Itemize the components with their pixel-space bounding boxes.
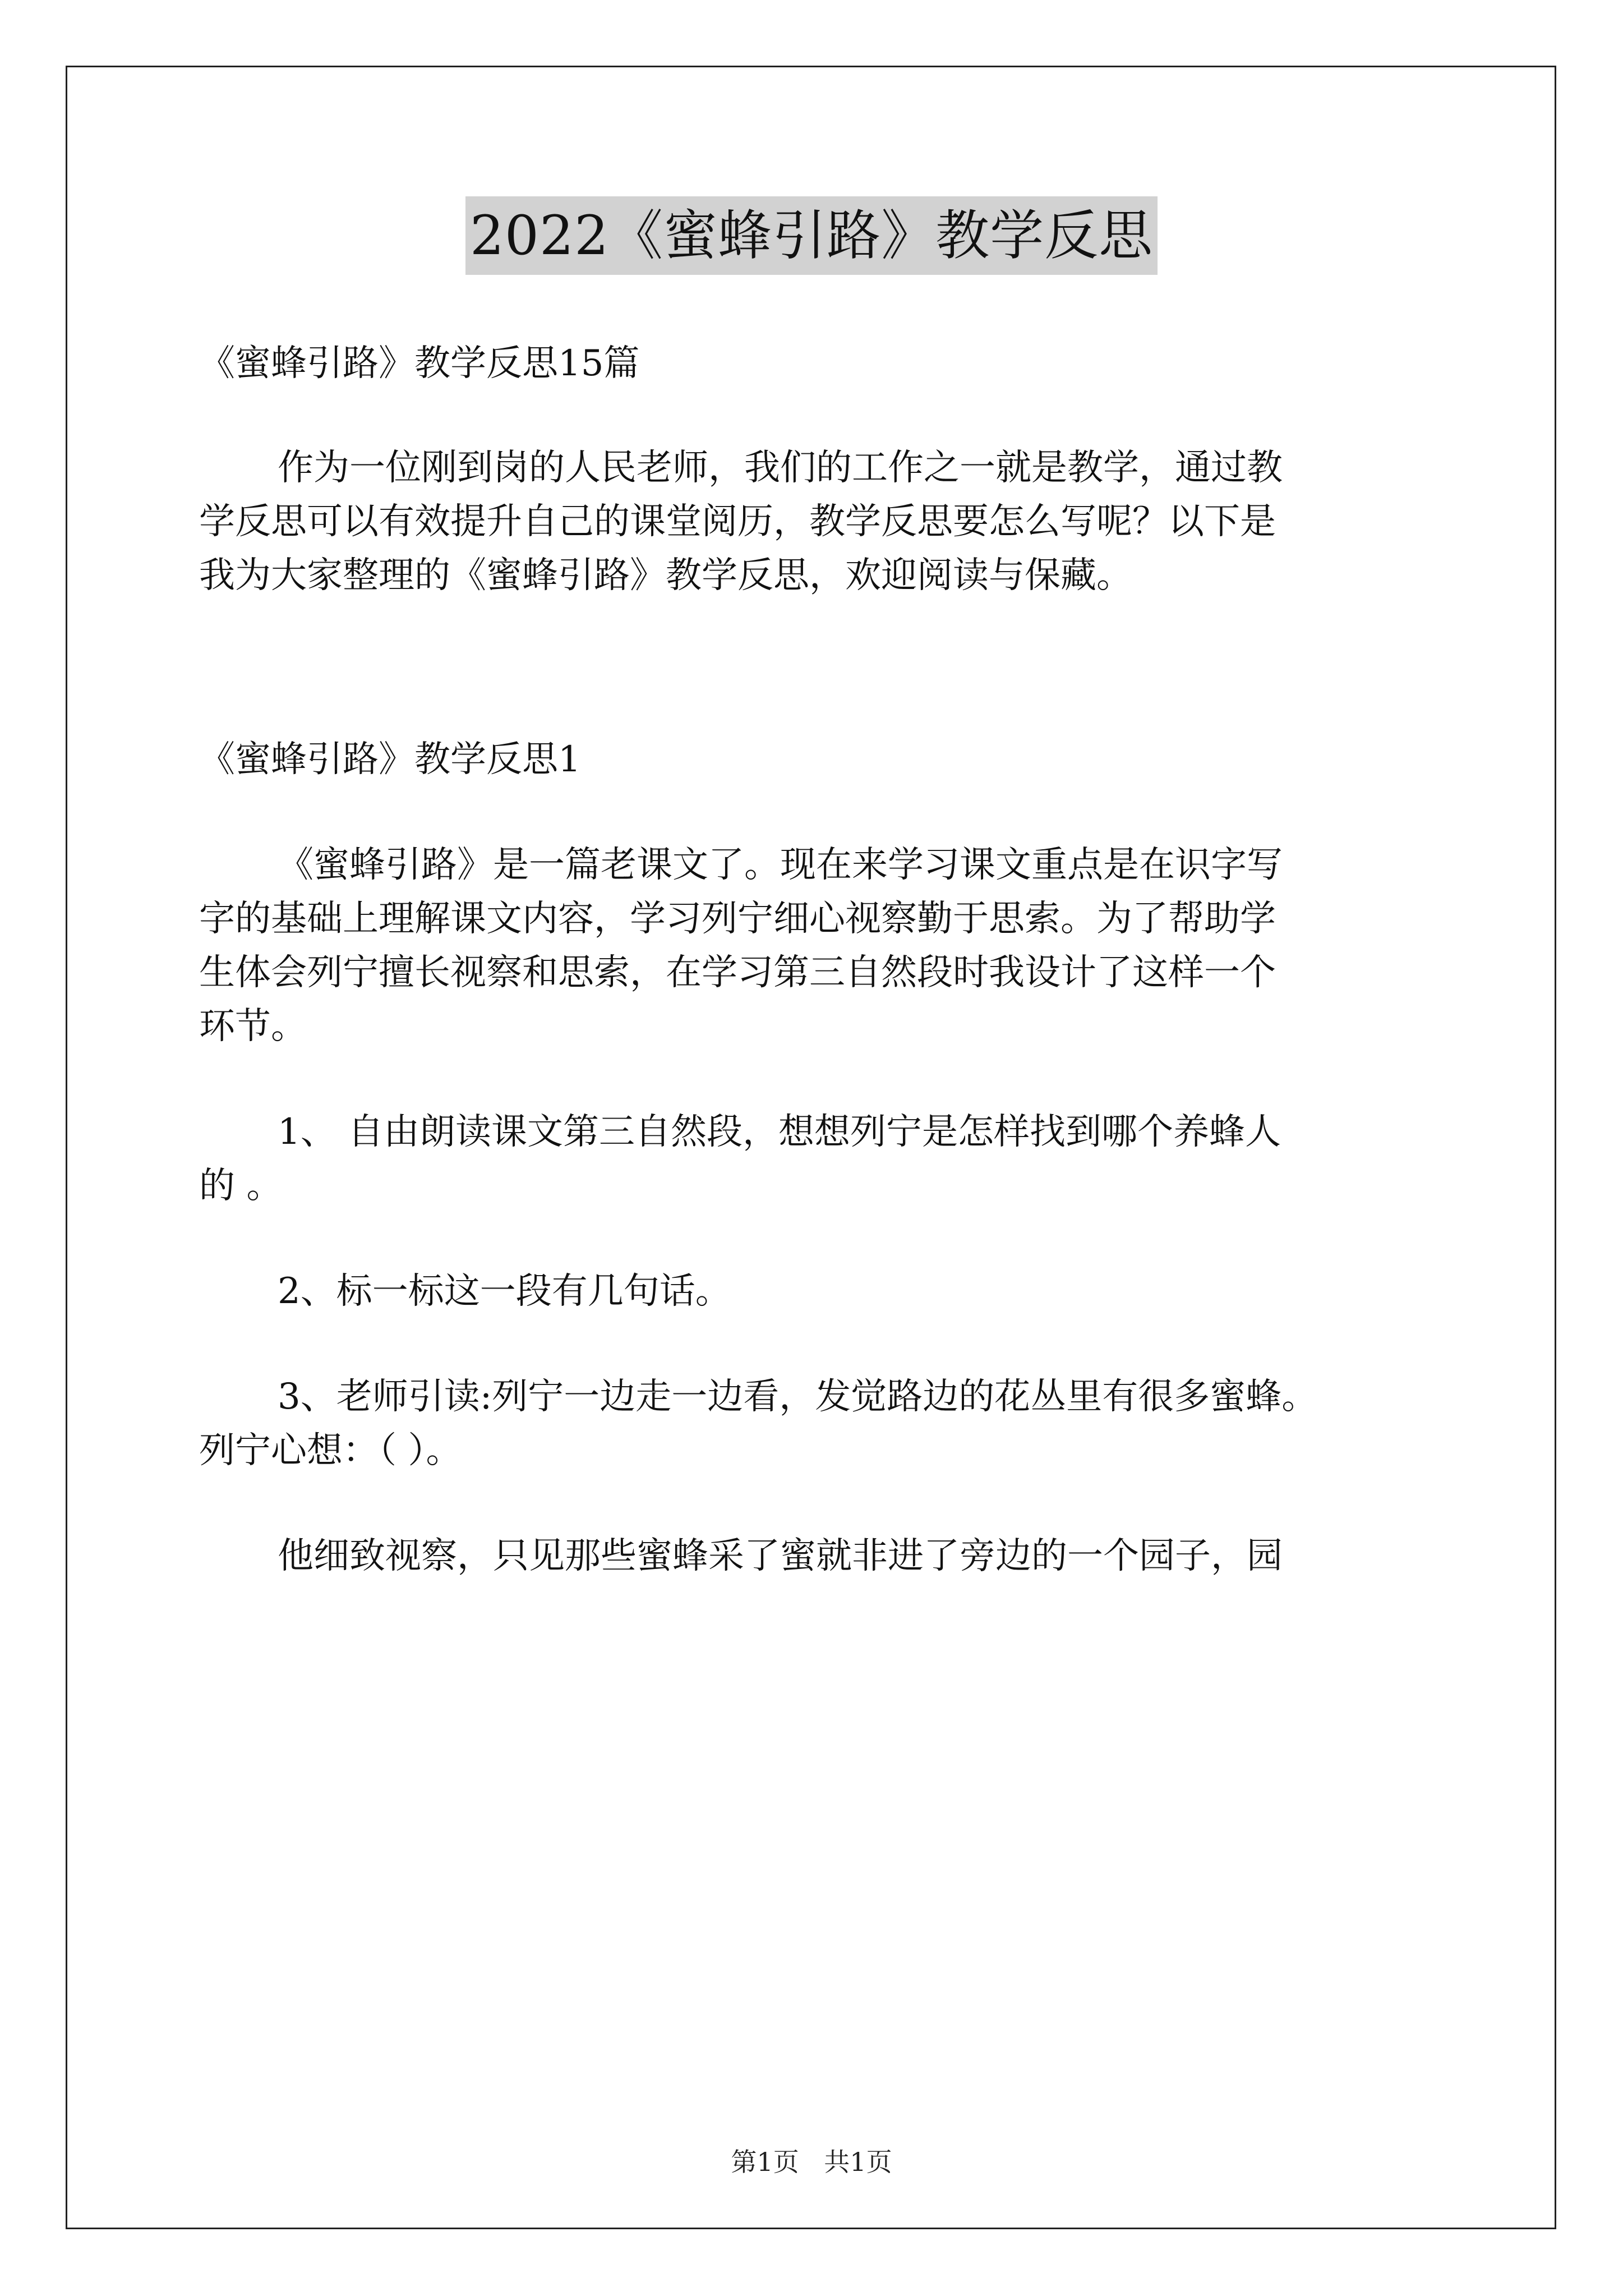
paragraph-line: 的 。 (199, 1165, 283, 1207)
step-3-paragraph (199, 1370, 1433, 1478)
step-2-paragraph (199, 1264, 1433, 1318)
paragraph-line: 字的基础上理解课文内容，学习列宁细心视察勤于思索。为了帮助学 (199, 898, 1276, 940)
observation-paragraph (199, 1529, 1433, 1583)
document-title: 2022《蜜蜂引路》教学反思 (465, 196, 1158, 275)
paragraph-line: 列宁心想：（ ）。 (199, 1430, 462, 1471)
intro-paragraph (199, 441, 1433, 602)
paragraph-line: 《蜜蜂引路》是一篇老课文了。现在来学习课文重点是在识字写 (278, 844, 1283, 886)
paragraph-line: 作为一位刚到岗的人民老师，我们的工作之一就是教学，通过教 (278, 447, 1283, 489)
document-body (199, 337, 1433, 1583)
section-paragraph (199, 838, 1433, 1053)
paragraph-line: 学反思可以有效提升自己的课堂阅历，教学反思要怎么写呢？以下是 (199, 501, 1276, 542)
document-subtitle: 《蜜蜂引路》教学反思15篇 (199, 343, 640, 384)
section-heading: 《蜜蜂引路》教学反思1 (199, 739, 581, 780)
paragraph-line: 3、老师引读:列宁一边走一边看，发觉路边的花丛里有很多蜜蜂。 (278, 1376, 1318, 1418)
paragraph-line: 1、 自由朗读课文第三自然段，想想列宁是怎样找到哪个养蜂人 (278, 1111, 1281, 1153)
step-1-paragraph (199, 1105, 1433, 1213)
page-footer: 第1页 共1页 (731, 2147, 892, 2177)
paragraph-line: 2、标一标这一段有几句话。 (278, 1271, 731, 1312)
paragraph-line: 他细致视察，只见那些蜜蜂采了蜜就非进了旁边的一个园子，园 (278, 1535, 1283, 1577)
paragraph-line: 我为大家整理的《蜜蜂引路》教学反思，欢迎阅读与保藏。 (199, 555, 1132, 596)
title-block (0, 196, 1623, 275)
paragraph-line: 环节。 (199, 1006, 307, 1047)
paragraph-line: 生体会列宁擅长视察和思索，在学习第三自然段时我设计了这样一个 (199, 952, 1276, 993)
